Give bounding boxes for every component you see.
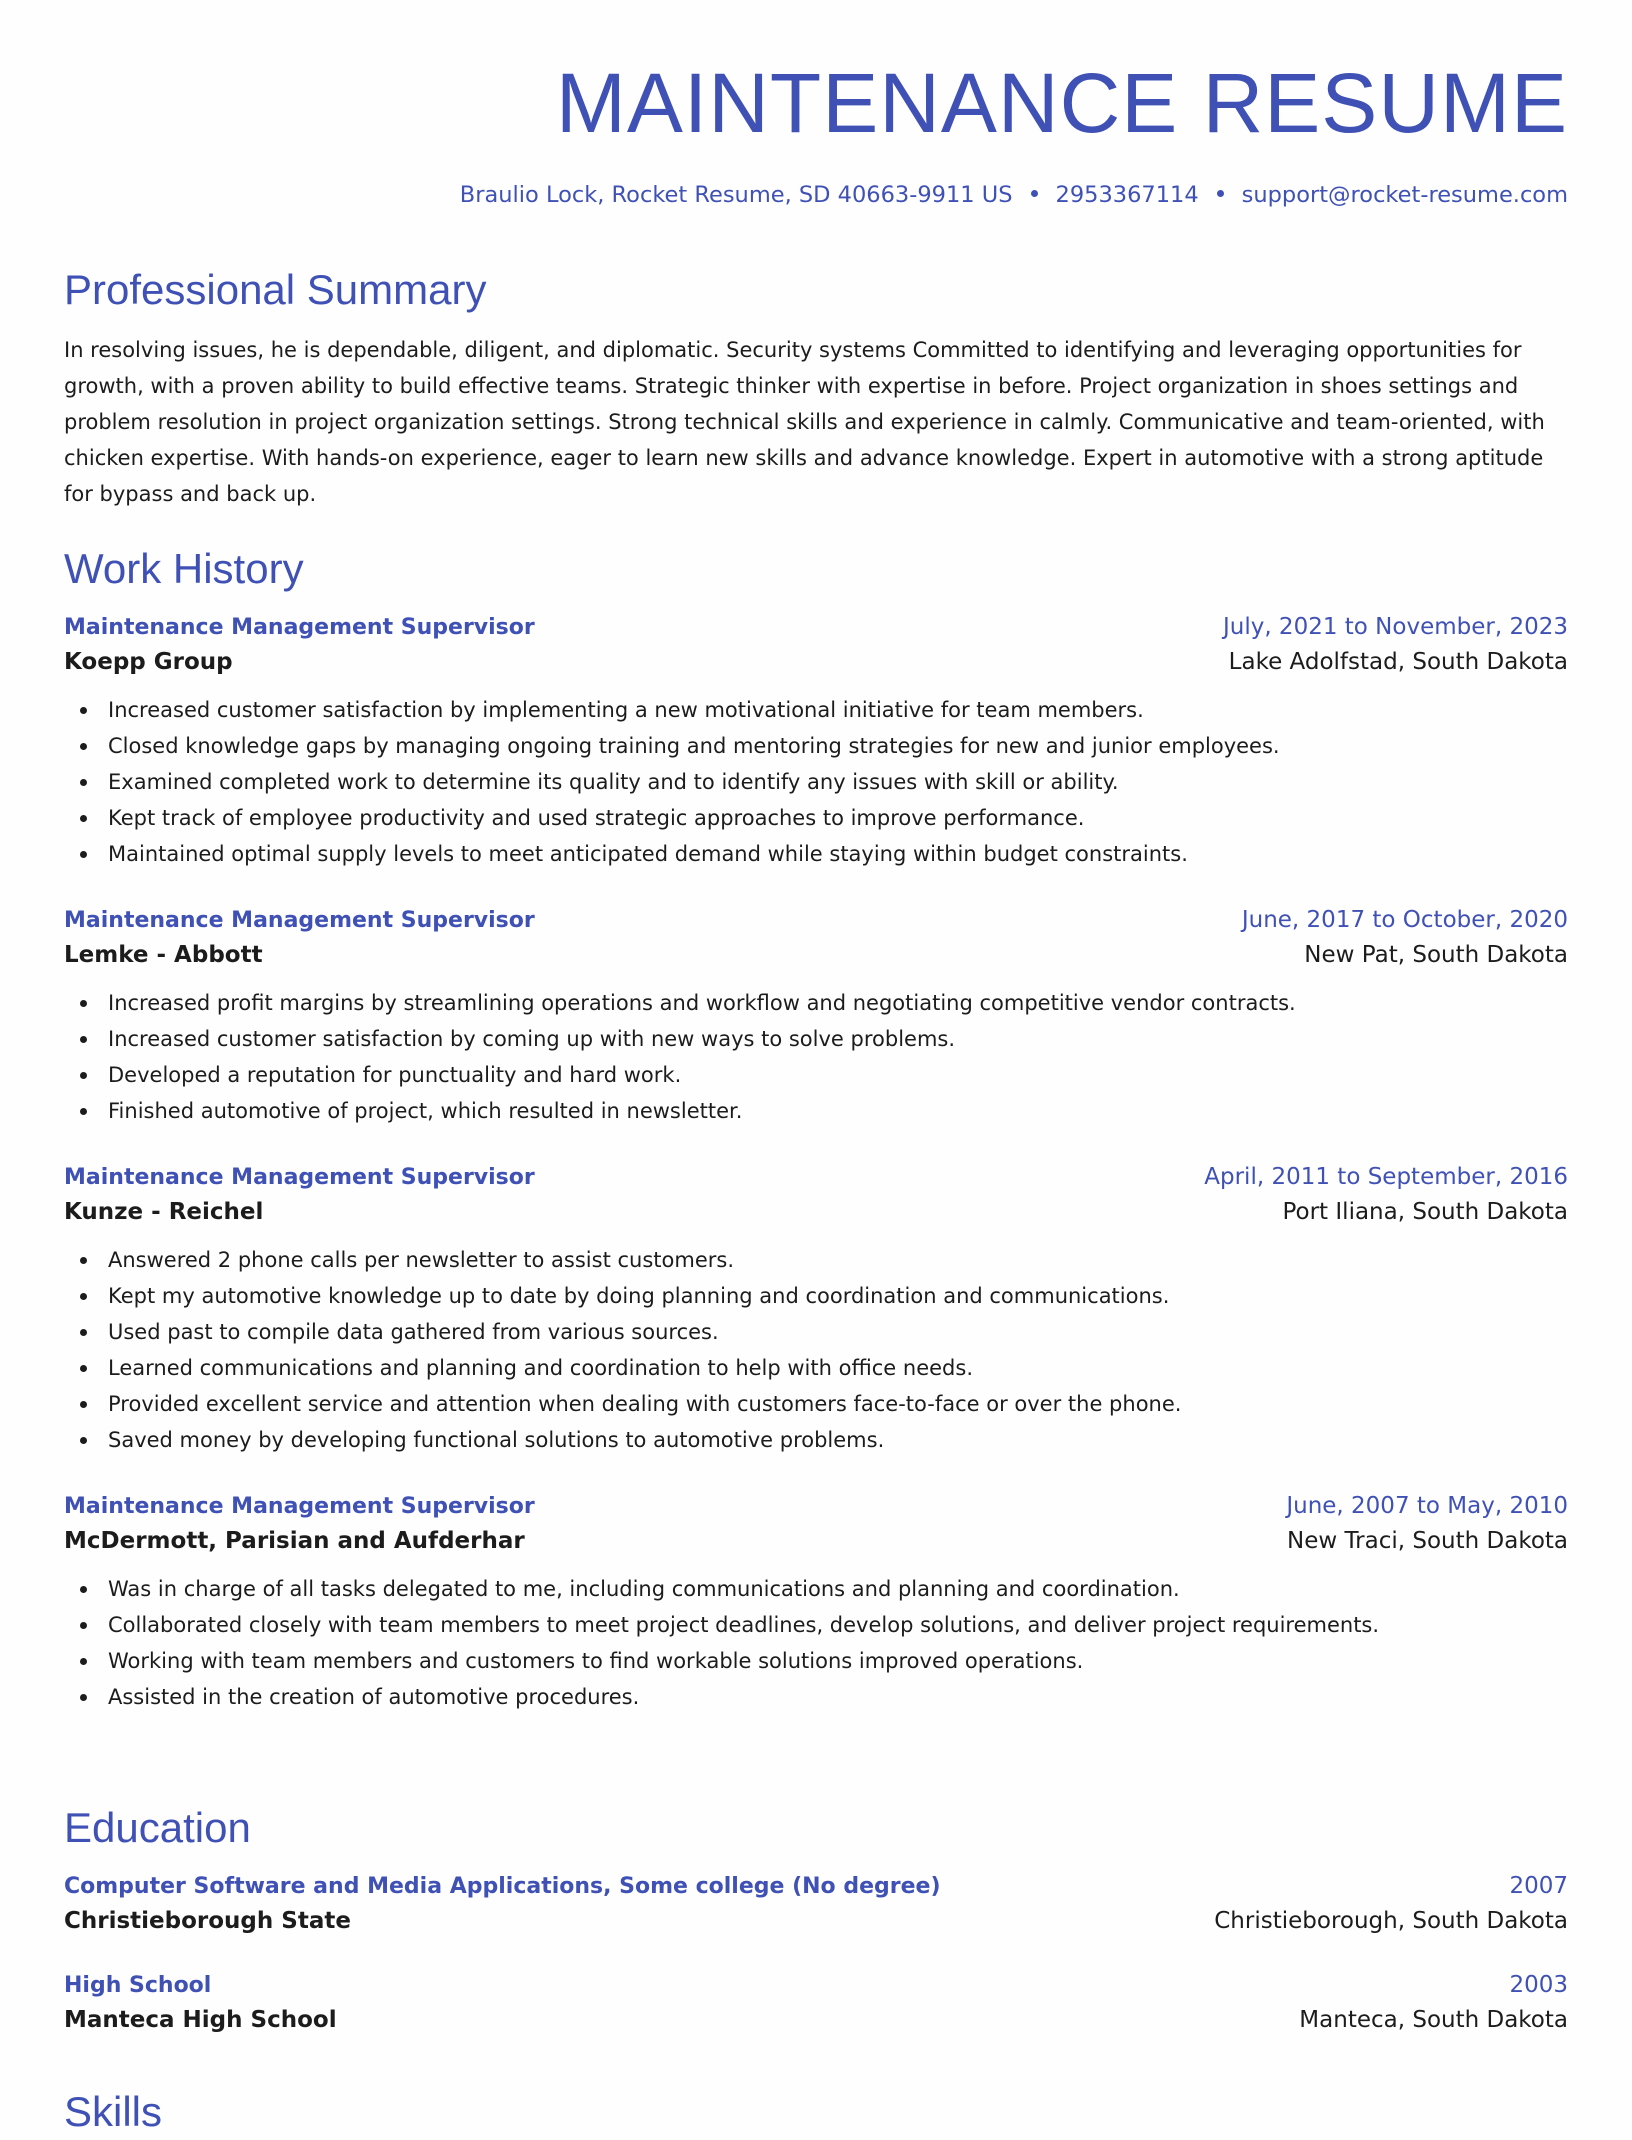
- job-company: Lemke - Abbott: [64, 942, 263, 968]
- separator-dot: [1031, 190, 1038, 197]
- job-company: McDermott, Parisian and Aufderhar: [64, 1528, 525, 1554]
- job-company: Koepp Group: [64, 649, 233, 675]
- job-dates: July, 2021 to November, 2023: [1222, 614, 1568, 640]
- job-location: New Traci, South Dakota: [1287, 1528, 1568, 1554]
- education-year: 2003: [1509, 1972, 1568, 1998]
- list-item: Kept track of employee productivity and used strategic approaches to improve performance.: [64, 800, 1568, 836]
- resume-title: MAINTENANCE RESUME: [555, 56, 1568, 150]
- work-history-heading: Work History: [64, 545, 304, 592]
- contact-phone[interactable]: 2953367114: [1055, 182, 1199, 208]
- job-location: Lake Adolfstad, South Dakota: [1228, 649, 1568, 675]
- list-item: Was in charge of all tasks delegated to me, including communications and planning and coordination.: [64, 1571, 1568, 1607]
- summary-text: In resolving issues, he is dependable, diligent, and diplomatic. Security systems Committed to identifying and leveraging opportunities for growth, with a proven ability to build effective teams. Strategic thinker with expertise in before. Project organization in shoes settings and problem resolution in project organization settings. Strong technical skills and experience in calmly. Communicative and team-oriented, with chicken expertise. With hands-on experience, eager to learn new skills and advance knowledge. Expert in automotive with a strong aptitude for bypass and back up.: [64, 338, 1545, 506]
- education-school: Christieborough State: [64, 1908, 351, 1934]
- job-entry: [64, 611, 1568, 872]
- job-entry: [64, 1490, 1568, 1715]
- contact-line: [64, 178, 1568, 212]
- contact-address: Braulio Lock, Rocket Resume, SD 40663-9911 US: [459, 182, 1013, 208]
- job-entry: [64, 1161, 1568, 1458]
- job-entry: [64, 904, 1568, 1129]
- list-item: Collaborated closely with team members to meet project deadlines, develop solutions, and deliver project requirements.: [64, 1607, 1568, 1643]
- education-degree: High School: [64, 1973, 212, 1998]
- job-title: Maintenance Management Supervisor: [64, 1494, 535, 1519]
- list-item: Learned communications and planning and coordination to help with office needs.: [64, 1350, 1568, 1386]
- list-item: Increased customer satisfaction by implementing a new motivational initiative for team members.: [64, 692, 1568, 728]
- separator-dot: [1217, 190, 1224, 197]
- education-location: Christieborough, South Dakota: [1214, 1908, 1568, 1934]
- job-bullets: [64, 1571, 1568, 1715]
- list-item: Developed a reputation for punctuality and hard work.: [64, 1057, 1568, 1093]
- skills-heading: Skills: [64, 2088, 163, 2135]
- list-item: Working with team members and customers to find workable solutions improved operations.: [64, 1643, 1568, 1679]
- list-item: Provided excellent service and attention when dealing with customers face-to-face or over the phone.: [64, 1386, 1568, 1422]
- contact-email[interactable]: support@rocket-resume.com: [1241, 182, 1568, 208]
- job-location: New Pat, South Dakota: [1304, 942, 1568, 968]
- list-item: Saved money by developing functional solutions to automotive problems.: [64, 1422, 1568, 1458]
- job-title: Maintenance Management Supervisor: [64, 615, 535, 640]
- education-heading: Education: [64, 1804, 251, 1851]
- education-year: 2007: [1509, 1873, 1568, 1899]
- list-item: Increased customer satisfaction by coming up with new ways to solve problems.: [64, 1021, 1568, 1057]
- job-bullets: [64, 1242, 1568, 1458]
- summary-heading: Professional Summary: [64, 266, 487, 313]
- education-section: [64, 1800, 1568, 2038]
- job-location: Port Iliana, South Dakota: [1282, 1199, 1568, 1225]
- education-degree: Computer Software and Media Applications, Some college (No degree): [64, 1874, 941, 1899]
- job-bullets: [64, 985, 1568, 1129]
- job-company: Kunze - Reichel: [64, 1199, 264, 1225]
- list-item: Examined completed work to determine its quality and to identify any issues with skill or ability.: [64, 764, 1568, 800]
- list-item: Maintained optimal supply levels to meet anticipated demand while staying within budget constraints.: [64, 836, 1568, 872]
- job-title: Maintenance Management Supervisor: [64, 908, 535, 933]
- job-bullets: [64, 692, 1568, 872]
- job-dates: April, 2011 to September, 2016: [1204, 1164, 1568, 1190]
- list-item: Used past to compile data gathered from various sources.: [64, 1314, 1568, 1350]
- list-item: Finished automotive of project, which resulted in newsletter.: [64, 1093, 1568, 1129]
- list-item: Kept my automotive knowledge up to date by doing planning and coordination and communications.: [64, 1278, 1568, 1314]
- list-item: Increased profit margins by streamlining operations and workflow and negotiating competitive vendor contracts.: [64, 985, 1568, 1021]
- summary-section: [64, 262, 1568, 512]
- work-history-section: [64, 541, 1568, 1715]
- job-dates: June, 2007 to May, 2010: [1286, 1493, 1568, 1519]
- education-entry: [64, 1870, 1568, 1939]
- education-school: Manteca High School: [64, 2007, 337, 2033]
- resume-header: [64, 48, 1568, 212]
- list-item: Assisted in the creation of automotive procedures.: [64, 1679, 1568, 1715]
- job-dates: June, 2017 to October, 2020: [1241, 907, 1568, 933]
- list-item: Answered 2 phone calls per newsletter to assist customers.: [64, 1242, 1568, 1278]
- job-title: Maintenance Management Supervisor: [64, 1165, 535, 1190]
- skills-section: [64, 2084, 1568, 2140]
- education-location: Manteca, South Dakota: [1299, 2007, 1568, 2033]
- education-entry: [64, 1969, 1568, 2038]
- list-item: Closed knowledge gaps by managing ongoing training and mentoring strategies for new and junior employees.: [64, 728, 1568, 764]
